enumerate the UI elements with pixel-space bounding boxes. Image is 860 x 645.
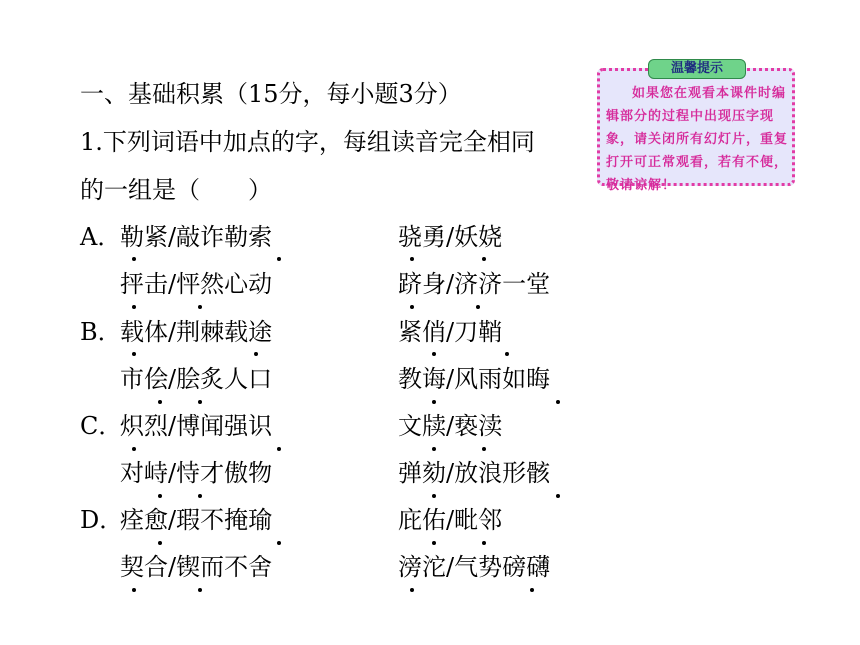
emphasis-dots-c-row1 — [0, 447, 860, 455]
option-a-label: A． — [80, 223, 122, 251]
option-b-label: B． — [80, 318, 122, 346]
option-a-item-2: 骁勇/妖娆 — [398, 223, 503, 251]
option-c-item-2: 文牍/亵渎 — [398, 412, 503, 440]
option-d-item-2: 庇佑/毗邻 — [398, 506, 503, 534]
question-line-1: 1.下列词语中加点的字，每组读音完全相同 — [80, 128, 535, 156]
option-a-item-3: 抨击/怦然心动 — [120, 270, 273, 298]
emphasis-dots-d-row1 — [0, 541, 860, 549]
option-d-item-4: 滂沱/气势磅礴 — [398, 553, 551, 581]
emphasis-dots-d-row2 — [0, 588, 860, 596]
emphasis-dots-c-row2 — [0, 494, 860, 502]
option-b-item-1: 载体/荆棘载途 — [120, 318, 273, 346]
option-d-label: D． — [80, 506, 124, 534]
option-b-item-3: 市侩/脍炙人口 — [120, 365, 273, 393]
option-c-item-4: 弹劾/放浪形骸 — [398, 459, 551, 487]
option-a-item-1: 勒紧/敲诈勒索 — [120, 223, 273, 251]
option-c-item-3: 对峙/恃才傲物 — [120, 459, 273, 487]
option-d-item-1: 痊愈/瑕不掩瑜 — [120, 506, 273, 534]
option-b-item-2: 紧俏/刀鞘 — [398, 318, 503, 346]
option-d-item-3: 契合/锲而不舍 — [120, 553, 273, 581]
tip-title: 温馨提示 — [648, 59, 746, 79]
option-a-item-4: 跻身/济济一堂 — [398, 270, 551, 298]
option-c-label: C． — [80, 412, 123, 440]
section-title: 一、基础积累（15分，每小题3分） — [80, 80, 462, 108]
option-c-item-1: 炽烈/博闻强识 — [120, 412, 273, 440]
question-line-2: 的一组是（ ） — [80, 176, 272, 204]
option-b-item-4: 教诲/风雨如晦 — [398, 365, 551, 393]
emphasis-dots-a-row1 — [0, 257, 860, 265]
emphasis-dots-b-row1 — [0, 352, 860, 360]
emphasis-dots-a-row2 — [0, 305, 860, 313]
emphasis-dots-b-row2 — [0, 400, 860, 408]
tip-text: 如果您在观看本课件时编辑部分的过程中出现压字现象，请关闭所有幻灯片，重复打开可正常观看，若有不便，敬请谅解！ — [606, 86, 789, 193]
